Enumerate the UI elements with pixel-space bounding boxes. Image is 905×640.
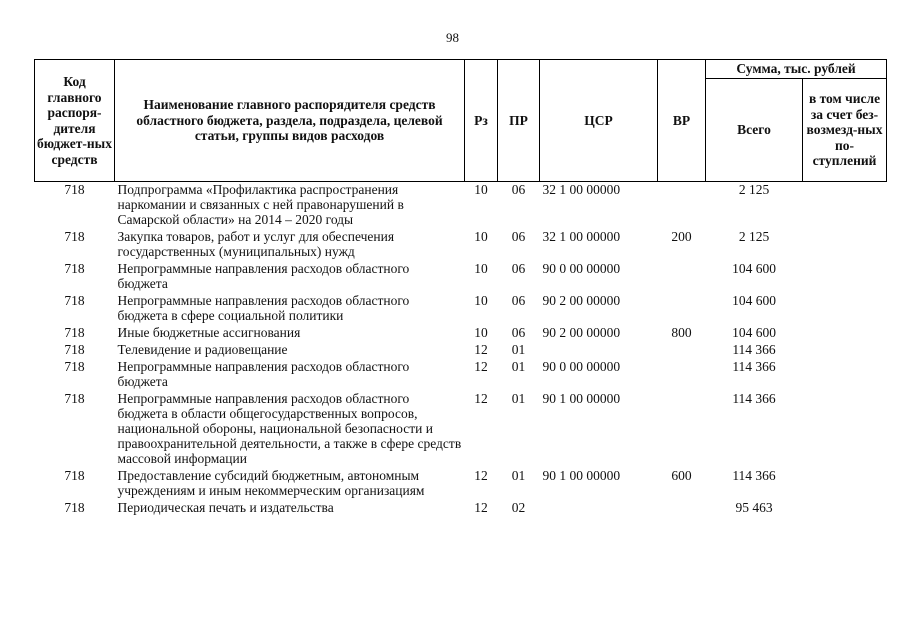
cell-name: Предоставление субсидий бюджетным, автономным учреждениям и иным некоммерческим организациям — [117, 468, 425, 498]
table-body — [35, 182, 887, 517]
cell-vr: 200 — [671, 229, 692, 244]
table-row — [35, 182, 887, 229]
cell-pr: 06 — [511, 182, 526, 197]
cell-code: 718 — [64, 342, 85, 357]
cell-vr — [658, 182, 706, 229]
cell-pr: 01 — [511, 391, 526, 406]
header-code: Код главного распоря-дителя бюджет-ных средств — [35, 60, 115, 182]
cell-pr: 06 — [511, 293, 526, 308]
header-sum-group: Сумма, тыс. рублей — [706, 60, 887, 79]
cell-other — [803, 292, 887, 324]
cell-name: Непрограммные направления расходов областного бюджета — [117, 359, 410, 389]
cell-vr: 800 — [671, 325, 692, 340]
cell-name: Непрограммные направления расходов областного бюджета — [117, 261, 410, 291]
cell-total: 114 366 — [732, 342, 776, 357]
cell-vr — [658, 390, 706, 467]
budget-table — [34, 59, 887, 516]
table-row — [35, 324, 887, 341]
cell-rz: 10 — [474, 293, 488, 308]
cell-code: 718 — [64, 293, 85, 308]
cell-other — [803, 182, 887, 229]
cell-csr: 90 1 00 00000 — [542, 391, 621, 406]
cell-vr — [658, 358, 706, 390]
cell-csr: 90 1 00 00000 — [542, 468, 621, 483]
cell-name: Непрограммные направления расходов областного бюджета в области общегосударственных вопросов, национальной обороны, национальной безопасности и правоохранительной деятельности, а также в сфере средств массовой информации — [117, 391, 462, 466]
table-row — [35, 358, 887, 390]
cell-name: Иные бюджетные ассигнования — [117, 325, 301, 340]
cell-csr — [540, 499, 658, 516]
cell-vr: 600 — [671, 468, 692, 483]
cell-csr — [540, 341, 658, 358]
header-csr: ЦСР — [540, 60, 658, 182]
cell-total: 2 125 — [738, 182, 770, 197]
header-pr: ПР — [498, 60, 540, 182]
cell-rz: 12 — [474, 391, 488, 406]
cell-pr: 02 — [511, 500, 526, 515]
cell-other — [803, 228, 887, 260]
cell-rz: 10 — [474, 229, 488, 244]
cell-name: Телевидение и радиовещание — [117, 342, 288, 357]
table-row — [35, 292, 887, 324]
header-rz: Рз — [465, 60, 498, 182]
cell-other — [803, 358, 887, 390]
cell-other — [803, 324, 887, 341]
header-other: в том числе за счет без-возмезд-ных по-ступлений — [803, 79, 887, 182]
cell-vr — [658, 260, 706, 292]
cell-vr — [658, 292, 706, 324]
cell-rz: 12 — [474, 342, 488, 357]
cell-code: 718 — [64, 391, 85, 406]
cell-csr: 90 0 00 00000 — [542, 261, 621, 276]
cell-rz: 10 — [474, 182, 488, 197]
cell-csr: 32 1 00 00000 — [542, 229, 621, 244]
cell-code: 718 — [64, 500, 85, 515]
cell-vr — [658, 341, 706, 358]
cell-other — [803, 341, 887, 358]
cell-rz: 10 — [474, 325, 488, 340]
cell-csr: 90 0 00 00000 — [542, 359, 621, 374]
cell-name: Периодическая печать и издательства — [117, 500, 334, 515]
page-number: 98 — [446, 30, 459, 45]
cell-rz: 12 — [474, 468, 488, 483]
cell-total: 2 125 — [738, 229, 770, 244]
table-row — [35, 390, 887, 467]
table-row — [35, 260, 887, 292]
header-vr: ВР — [658, 60, 706, 182]
cell-csr: 90 2 00 00000 — [542, 293, 621, 308]
cell-rz: 12 — [474, 359, 488, 374]
cell-pr: 06 — [511, 261, 526, 276]
cell-rz: 10 — [474, 261, 488, 276]
table-row — [35, 499, 887, 516]
cell-pr: 01 — [511, 468, 526, 483]
cell-csr: 32 1 00 00000 — [542, 182, 621, 197]
cell-pr: 06 — [511, 325, 526, 340]
cell-other — [803, 390, 887, 467]
cell-code: 718 — [64, 359, 85, 374]
cell-total: 114 366 — [732, 391, 776, 406]
cell-total: 104 600 — [732, 325, 776, 340]
cell-code: 718 — [64, 229, 85, 244]
cell-total: 104 600 — [732, 293, 776, 308]
header-total: Всего — [706, 79, 803, 182]
cell-other — [803, 499, 887, 516]
table-row — [35, 341, 887, 358]
cell-name: Непрограммные направления расходов областного бюджета в сфере социальной политики — [117, 293, 410, 323]
table-header — [35, 60, 887, 182]
cell-pr: 06 — [511, 229, 526, 244]
cell-code: 718 — [64, 468, 85, 483]
cell-csr: 90 2 00 00000 — [542, 325, 621, 340]
table-row — [35, 467, 887, 499]
cell-pr: 01 — [511, 359, 526, 374]
cell-rz: 12 — [474, 500, 488, 515]
cell-vr — [658, 499, 706, 516]
cell-pr: 01 — [511, 342, 526, 357]
cell-other — [803, 260, 887, 292]
cell-code: 718 — [64, 182, 85, 197]
cell-name: Подпрограмма «Профилактика распространения наркомании и связанных с ней правонарушений в Самарской области» на 2014 – 2020 годы — [117, 182, 404, 227]
cell-code: 718 — [64, 325, 85, 340]
table-row — [35, 228, 887, 260]
cell-code: 718 — [64, 261, 85, 276]
cell-total: 114 366 — [732, 359, 776, 374]
cell-total: 104 600 — [732, 261, 776, 276]
cell-other — [803, 467, 887, 499]
cell-total: 114 366 — [732, 468, 776, 483]
header-name: Наименование главного распорядителя средств областного бюджета, раздела, подраздела, целевой статьи, группы видов расходов — [115, 60, 465, 182]
cell-total: 95 463 — [735, 500, 773, 515]
cell-name: Закупка товаров, работ и услуг для обеспечения государственных (муниципальных) нужд — [117, 229, 395, 259]
